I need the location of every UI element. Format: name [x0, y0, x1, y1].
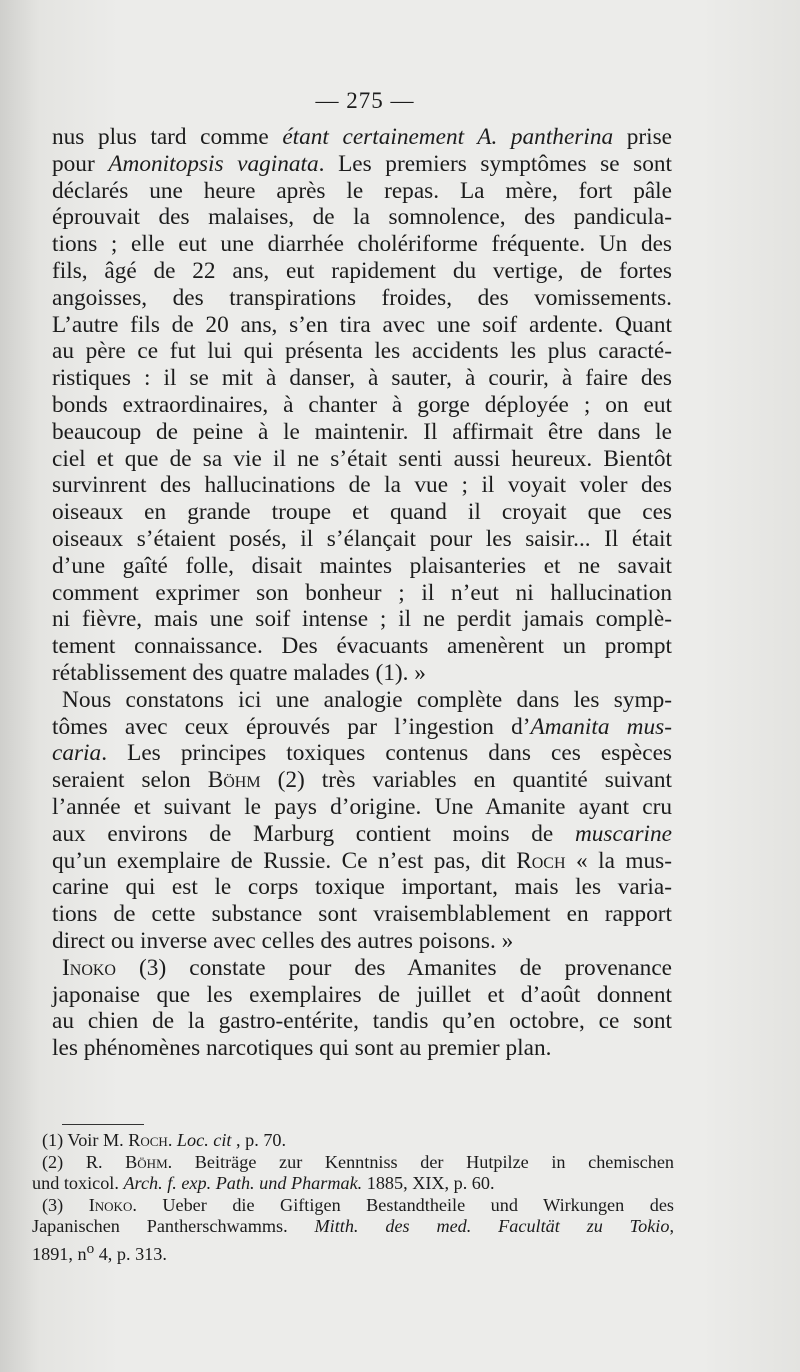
footnote-line: 1891, $n^o$ 4, p. 313. — [32, 1239, 167, 1264]
main-text — [52, 124, 672, 1062]
text-line: au père ce fut lui qui présenta les accidents les plus caracté- — [52, 338, 672, 365]
text-line: beaucoup de peine à le maintenir. Il affirmait être dans le — [52, 418, 672, 445]
page-number: — 275 — — [315, 88, 415, 113]
text-line: déclarés une heure après le repas. La mère, fort pâle — [52, 177, 672, 204]
footnote-line: (2) R. Böhm. Beiträge zur Kenntniss der Hutpilze in chemischen — [42, 1151, 674, 1172]
text-line: seraient selon Böhm (2) très variables en quantité suivant — [52, 767, 672, 794]
text-line: L’autre fils de 20 ans, s’en tira avec une soif ardente. Quant — [52, 311, 672, 338]
text-line: survinrent des hallucinations de la vue ; il voyait voler des — [52, 472, 672, 499]
text-line: comment exprimer son bonheur ; il n’eut ni hallucination — [52, 579, 672, 606]
text-line: au chien de la gastro-entérite, tandis qu’en octobre, ce sont — [52, 1008, 672, 1035]
text-line: oiseaux en grande troupe et quand il croyait que ces — [52, 499, 672, 526]
text-line: aux environs de Marburg contient moins de muscarine — [52, 820, 672, 847]
text-line: d’une gaîté folle, disait maintes plaisanteries et ne savait — [52, 552, 672, 579]
text-line: les phénomènes narcotiques qui sont au premier plan. — [52, 1035, 552, 1062]
text-line: éprouvait des malaises, de la somnolence, des pandicula- — [52, 204, 672, 231]
text-line: caria. Les principes toxiques contenus dans ces espèces — [52, 740, 672, 767]
footnote-line: (1) Voir M. Roch. Loc. cit , p. 70. — [42, 1130, 287, 1150]
text-line: ristiques : il se mit à danser, à sauter, à courir, à faire des — [52, 365, 672, 392]
text-line: tions ; elle eut une diarrhée cholériforme fréquente. Un des — [52, 231, 672, 258]
text-line: tement connaissance. Des évacuants amenèrent un prompt — [52, 633, 672, 660]
text-line: tômes avec ceux éprouvés par l’ingestion d’Amanita mus- — [52, 713, 672, 740]
text-line: japonaise que les exemplaires de juillet et d’août donnent — [52, 981, 672, 1008]
text-line: carine qui est le corps toxique important, mais les varia- — [52, 874, 672, 901]
text-line: bonds extraordinaires, à chanter à gorge déployée ; on eut — [52, 391, 672, 418]
text-line: Inoko (3) constate pour des Amanites de provenance — [62, 954, 672, 981]
footnotes — [32, 1130, 674, 1264]
text-line: ciel et que de sa vie il ne s’était senti aussi heureux. Bientôt — [52, 445, 672, 472]
text-line: nus plus tard comme étant certainement A. pantherina prise — [52, 124, 672, 150]
text-line: Nous constatons ici une analogie complète dans les symp- — [62, 686, 672, 713]
text-line: pour Amonitopsis vaginata. Les premiers symptômes se sont — [52, 150, 672, 177]
text-line: l’année et suivant le pays d’origine. Une Amanite ayant cru — [52, 793, 672, 820]
text-line: oiseaux s’étaient posés, il s’élançait pour les saisir... Il était — [52, 525, 672, 552]
footnote-separator — [62, 1124, 144, 1125]
text-line: fils, âgé de 22 ans, eut rapidement du vertige, de fortes — [52, 257, 672, 284]
text-line: angoisses, des transpirations froides, des vomissements. — [52, 284, 672, 311]
text-line: ni fièvre, mais une soif intense ; il ne perdit jamais complè- — [52, 606, 672, 633]
text-line: direct ou inverse avec celles des autres poisons. » — [52, 927, 514, 954]
footnote-line: (3) Inoko. Ueber die Giftigen Bestandtheile und Wirkungen des — [42, 1194, 674, 1215]
text-line: qu’un exemplaire de Russie. Ce n’est pas, dit Roch « la mus- — [52, 847, 673, 874]
text-line: rétablissement des quatre malades (1). » — [52, 659, 426, 686]
footnote-line: Japanischen Pantherschwamms. Mitth. des med. Facultät zu Tokio, — [32, 1216, 674, 1236]
footnote-line: und toxicol. Arch. f. exp. Path. und Pharmak. 1885, XIX, p. 60. — [32, 1173, 495, 1193]
text-line: tions de cette substance sont vraisemblablement en rapport — [52, 901, 672, 928]
